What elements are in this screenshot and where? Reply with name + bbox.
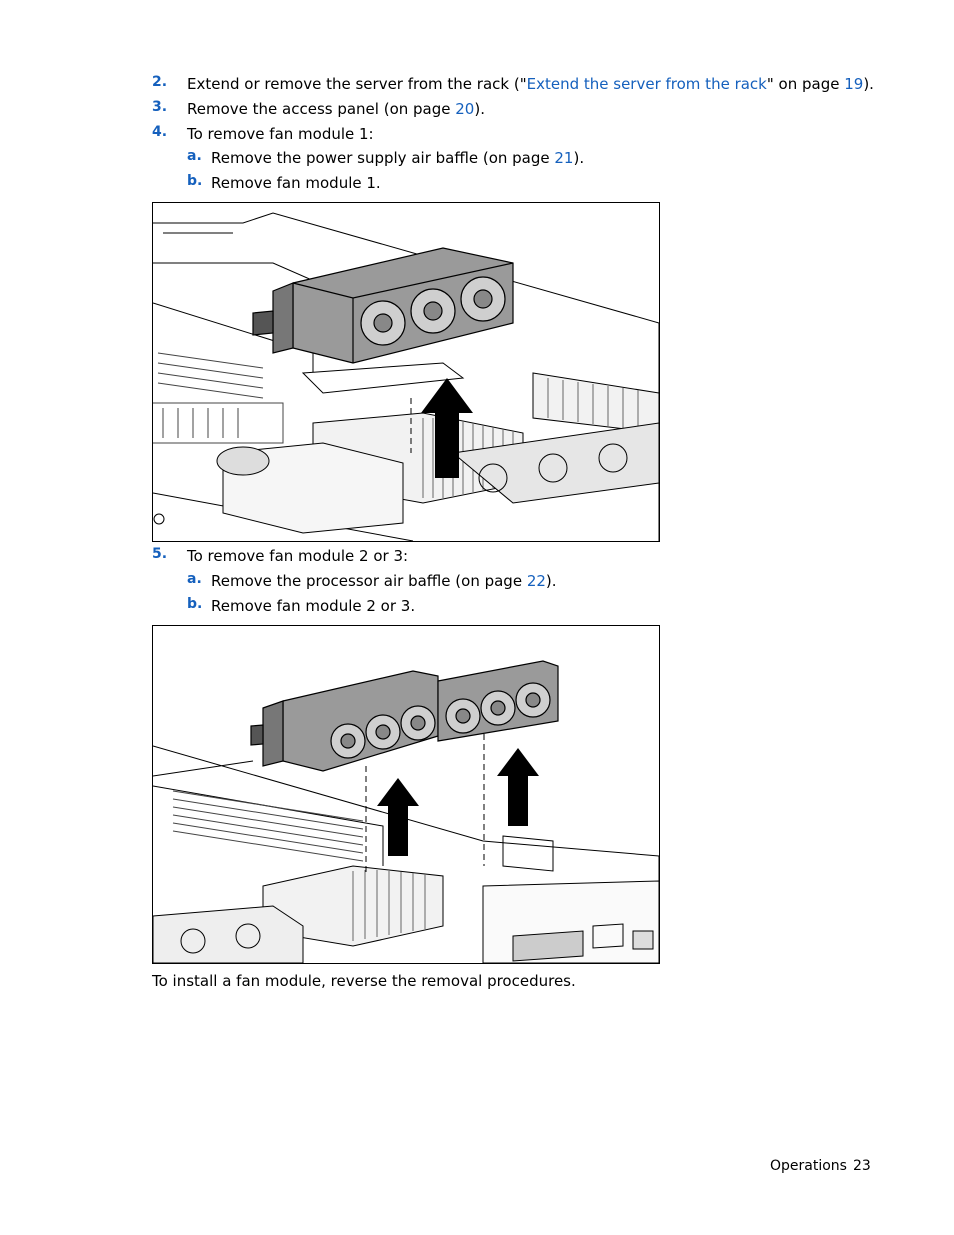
footer-page-number: 23 (853, 1158, 871, 1174)
step-number: 5. (152, 546, 168, 562)
step-text: Remove the power supply air baffle (on page 21). (211, 149, 585, 167)
step-text: Remove the processor air baffle (on page 22). (211, 572, 557, 590)
page-link[interactable]: 21 (554, 149, 574, 167)
footer-section: Operations (770, 1158, 847, 1174)
link-extend-server[interactable]: Extend the server from the rack (526, 75, 767, 93)
page-link[interactable]: 22 (526, 572, 546, 590)
step-text: To remove fan module 1: (187, 125, 374, 143)
closing-note: To install a fan module, reverse the removal procedures. (152, 972, 576, 990)
fan-module-2-3-illustration (152, 625, 660, 964)
step-number: 4. (152, 124, 168, 140)
substep-letter: b. (187, 596, 203, 612)
step-number: 2. (152, 74, 168, 90)
substep-letter: b. (187, 173, 203, 189)
step-number: 3. (152, 99, 168, 115)
step-text: Remove fan module 1. (211, 174, 381, 192)
step-text: Extend or remove the server from the rack ("Extend the server from the rack" on page 19). (187, 75, 874, 93)
step-text: Remove the access panel (on page 20). (187, 100, 485, 118)
step-text: To remove fan module 2 or 3: (187, 547, 409, 565)
substep-letter: a. (187, 148, 202, 164)
fan-module-1-illustration (152, 202, 660, 542)
page-link[interactable]: 19 (844, 75, 864, 93)
substep-letter: a. (187, 571, 202, 587)
step-text: Remove fan module 2 or 3. (211, 597, 416, 615)
page-link[interactable]: 20 (455, 100, 475, 118)
